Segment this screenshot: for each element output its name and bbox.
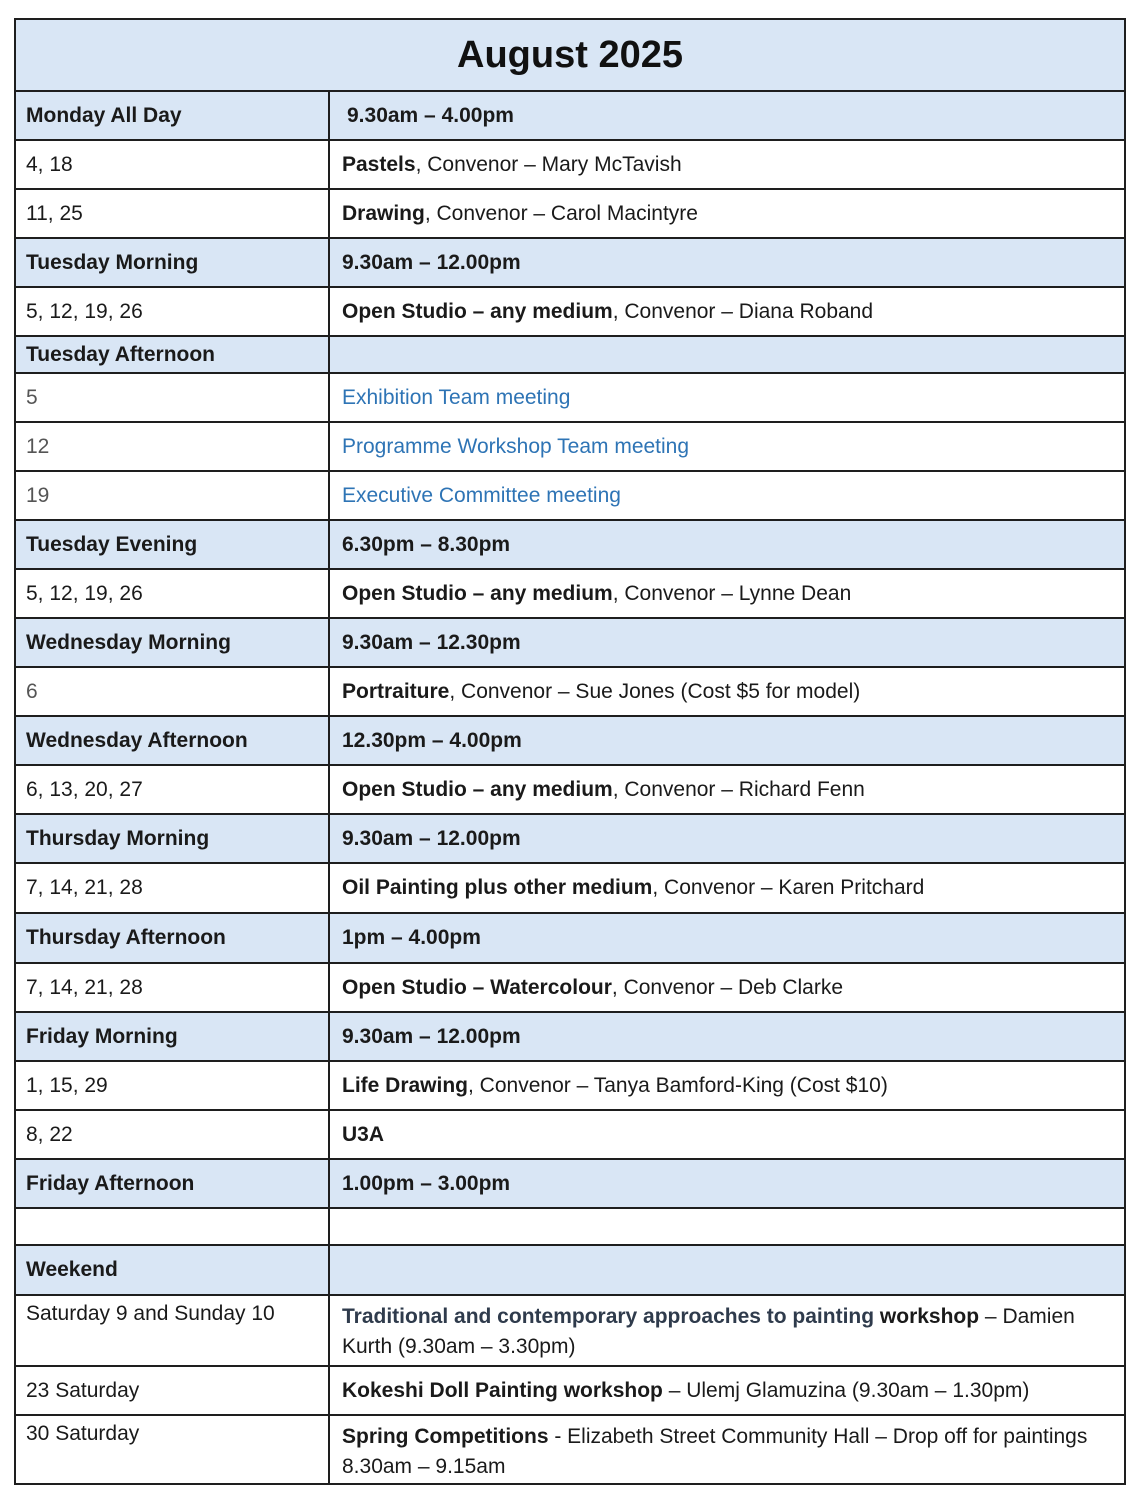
activity-details: , Convenor – Sue Jones (Cost $5 for model) (449, 679, 861, 703)
activity-details: , Convenor – Richard Fenn (612, 777, 865, 801)
activity-details: , Convenor – Karen Pritchard (652, 876, 925, 899)
session-header-row (16, 92, 1124, 141)
session-name: Tuesday Afternoon (16, 337, 330, 372)
session-dates: Saturday 9 and Sunday 10 (16, 1296, 330, 1365)
activity-name: Open Studio – Watercolour (342, 975, 612, 999)
activity-details: , Convenor – Lynne Dean (612, 581, 852, 605)
table-row (16, 288, 1124, 337)
session-dates (16, 1209, 330, 1244)
session-activity (330, 1416, 1124, 1483)
session-time: 12.30pm – 4.00pm (342, 728, 522, 752)
empty-row (16, 1209, 1124, 1246)
table-row (16, 1111, 1124, 1160)
session-dates: 12 (16, 423, 330, 470)
session-name: Monday All Day (16, 92, 330, 139)
activity-name: Portraiture (342, 679, 450, 703)
activity-name: Open Studio – any medium (342, 299, 613, 323)
session-activity (330, 190, 1124, 237)
workshop-title: Traditional and contemporary approaches to painting (342, 1305, 875, 1328)
session-time: 9.30am – 4.00pm (347, 103, 514, 127)
activity-name: Drawing (342, 201, 425, 225)
activity-name: Kokeshi Doll Painting workshop (342, 1378, 663, 1402)
session-header-row (16, 1013, 1124, 1062)
table-title: August 2025 (16, 20, 1124, 92)
table-row (16, 190, 1124, 239)
session-time: 9.30am – 12.00pm (342, 826, 521, 850)
activity-details: - Elizabeth Street Community Hall – Drop off for paintings 8.30am – 9.15am (342, 1425, 1088, 1478)
activity-details: , Convenor – Diana Roband (612, 299, 874, 323)
session-activity (330, 288, 1124, 335)
activity-name: U3A (342, 1122, 385, 1146)
table-row (16, 374, 1124, 423)
session-name: Weekend (16, 1246, 330, 1294)
table-row (16, 141, 1124, 190)
session-time: 9.30am – 12.00pm (342, 1024, 521, 1048)
session-name: Wednesday Afternoon (16, 717, 330, 764)
session-header-row (16, 239, 1124, 288)
activity-name: Pastels (342, 152, 416, 176)
activity-name: Spring Competitions (342, 1425, 549, 1448)
session-activity (330, 1209, 1124, 1244)
session-dates: 7, 14, 21, 28 (16, 864, 330, 912)
session-name: Tuesday Evening (16, 521, 330, 568)
table-row (16, 1296, 1124, 1367)
session-activity (330, 1367, 1124, 1414)
session-activity (330, 1062, 1124, 1109)
table-row (16, 1062, 1124, 1111)
session-time: 9.30am – 12.30pm (342, 630, 521, 654)
meeting-name: Executive Committee meeting (342, 483, 621, 507)
activity-name: Open Studio – any medium (342, 581, 613, 605)
workshop-word: workshop (874, 1305, 980, 1328)
session-time: 6.30pm – 8.30pm (342, 532, 511, 556)
session-activity (330, 864, 1124, 912)
activity-name: Oil Painting plus other medium (342, 876, 653, 899)
meeting-name: Programme Workshop Team meeting (342, 434, 690, 458)
session-activity (330, 141, 1124, 188)
session-header-row (16, 1160, 1124, 1209)
session-activity (330, 766, 1124, 813)
table-row (16, 766, 1124, 815)
activity-details: – Damien Kurth (9.30am – 3.30pm) (342, 1305, 1075, 1358)
activity-details: , Convenor – Mary McTavish (415, 152, 682, 176)
table-row (16, 668, 1124, 717)
session-dates: 5 (16, 374, 330, 421)
activity-details: , Convenor – Carol Macintyre (424, 201, 698, 225)
session-header-row (16, 914, 1124, 964)
session-activity (330, 1111, 1124, 1158)
session-dates: 30 Saturday (16, 1416, 330, 1483)
table-row (16, 472, 1124, 521)
session-dates: 19 (16, 472, 330, 519)
session-time: 9.30am – 12.00pm (342, 250, 521, 274)
session-dates: 5, 12, 19, 26 (16, 288, 330, 335)
session-time (330, 337, 1124, 372)
session-dates: 5, 12, 19, 26 (16, 570, 330, 617)
session-name: Thursday Morning (16, 815, 330, 862)
session-name: Friday Morning (16, 1013, 330, 1060)
session-header-row (16, 619, 1124, 668)
table-row (16, 864, 1124, 914)
activity-details: – Ulemj Glamuzina (9.30am – 1.30pm) (662, 1378, 1030, 1402)
table-row (16, 570, 1124, 619)
activity-name: Life Drawing (342, 1073, 469, 1097)
session-dates: 11, 25 (16, 190, 330, 237)
session-time (330, 1246, 1124, 1294)
activity-name: Open Studio – any medium (342, 777, 613, 801)
table-row (16, 964, 1124, 1013)
session-header-row (16, 815, 1124, 864)
session-name: Wednesday Morning (16, 619, 330, 666)
table-row (16, 1367, 1124, 1416)
session-dates: 6 (16, 668, 330, 715)
session-name: Tuesday Morning (16, 239, 330, 286)
schedule-table (14, 18, 1126, 1485)
session-time: 1.00pm – 3.00pm (342, 1171, 511, 1195)
session-time: 1pm – 4.00pm (342, 926, 481, 949)
session-header-row (16, 1246, 1124, 1296)
session-dates: 6, 13, 20, 27 (16, 766, 330, 813)
table-row (16, 423, 1124, 472)
session-dates: 23 Saturday (16, 1367, 330, 1414)
session-activity (330, 570, 1124, 617)
session-dates: 8, 22 (16, 1111, 330, 1158)
session-name: Thursday Afternoon (16, 914, 330, 962)
session-activity (330, 668, 1124, 715)
activity-details: , Convenor – Deb Clarke (611, 975, 844, 999)
table-row (16, 1416, 1124, 1483)
meeting-name: Exhibition Team meeting (342, 385, 571, 409)
session-dates: 7, 14, 21, 28 (16, 964, 330, 1011)
activity-details: , Convenor – Tanya Bamford-King (Cost $10) (468, 1073, 888, 1097)
session-dates: 4, 18 (16, 141, 330, 188)
session-dates: 1, 15, 29 (16, 1062, 330, 1109)
session-header-row (16, 521, 1124, 570)
session-header-row (16, 717, 1124, 766)
session-activity (330, 964, 1124, 1011)
session-activity (330, 1296, 1124, 1365)
session-header-row (16, 337, 1124, 374)
session-name: Friday Afternoon (16, 1160, 330, 1207)
